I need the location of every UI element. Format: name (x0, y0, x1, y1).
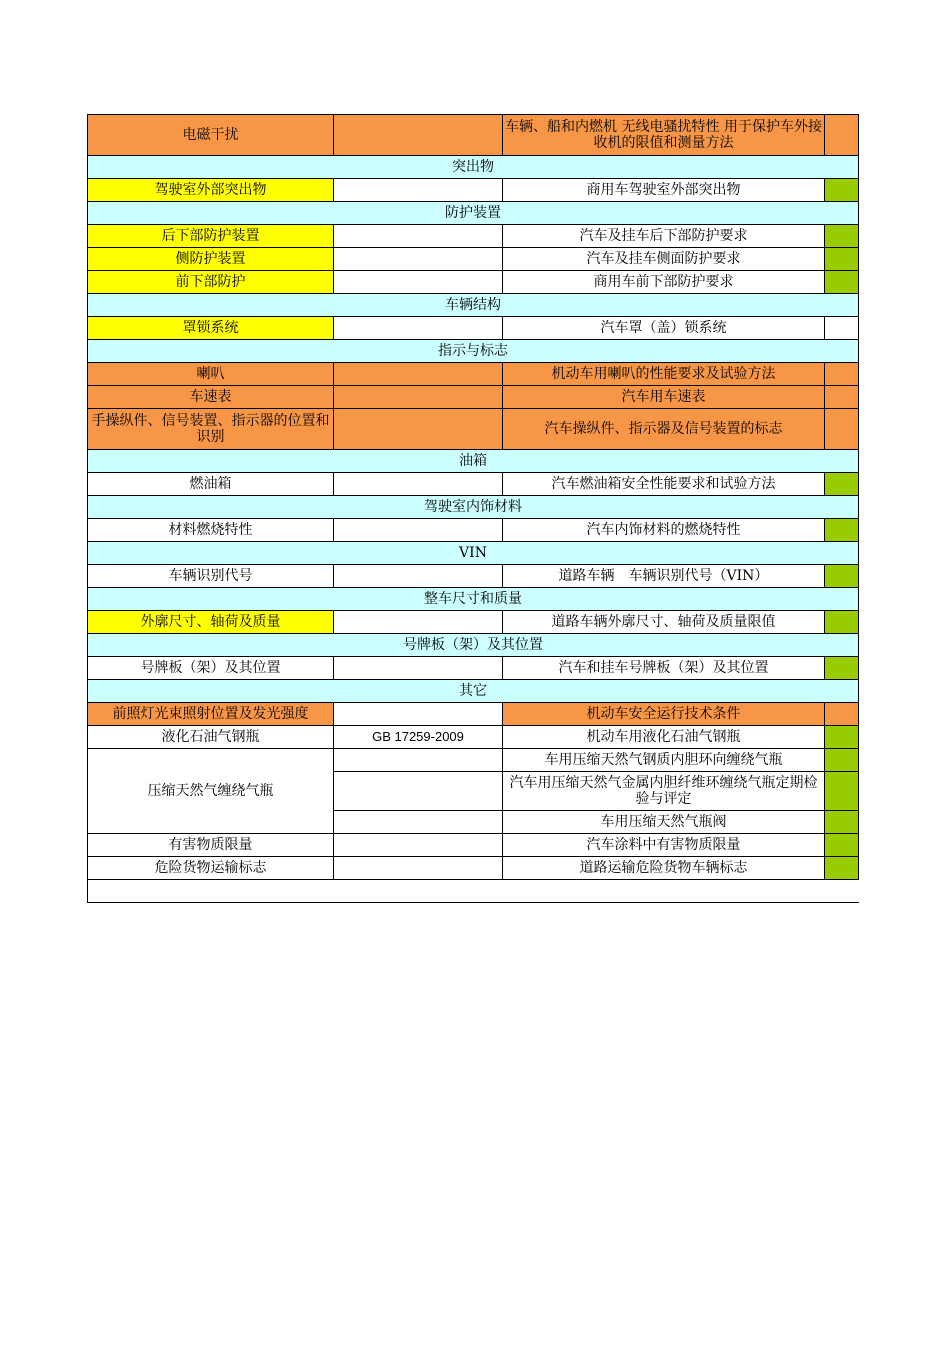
section-header: 指示与标志 (88, 340, 859, 363)
table-row (88, 317, 859, 340)
status-cell[interactable] (825, 726, 859, 749)
section-header: 油箱 (88, 450, 859, 473)
section-row (88, 680, 859, 703)
table-row (88, 857, 859, 880)
standard-cell[interactable] (334, 834, 503, 857)
table-row (88, 386, 859, 409)
table-row (88, 519, 859, 542)
table-row (88, 115, 859, 156)
status-cell[interactable] (825, 473, 859, 496)
status-cell[interactable] (825, 749, 859, 772)
standard-cell[interactable] (334, 115, 503, 156)
section-header: 突出物 (88, 156, 859, 179)
section-header: VIN (88, 542, 859, 565)
title-cell[interactable]: 机动车用喇叭的性能要求及试验方法 (503, 363, 825, 386)
item-cell[interactable]: 电磁干扰 (88, 115, 334, 156)
table-row (88, 565, 859, 588)
section-row (88, 588, 859, 611)
item-cell[interactable]: 车辆识别代号 (88, 565, 334, 588)
item-cell[interactable]: 材料燃烧特性 (88, 519, 334, 542)
title-cell[interactable]: 车用压缩天然气钢质内胆环向缠绕气瓶 (503, 749, 825, 772)
status-cell[interactable] (825, 317, 859, 340)
standard-cell[interactable] (334, 363, 503, 386)
status-cell[interactable] (825, 409, 859, 450)
standard-cell[interactable] (334, 271, 503, 294)
title-cell[interactable]: 汽车内饰材料的燃烧特性 (503, 519, 825, 542)
item-cell[interactable]: 号牌板（架）及其位置 (88, 657, 334, 680)
title-cell[interactable]: 汽车及挂车侧面防护要求 (503, 248, 825, 271)
standard-cell[interactable] (334, 611, 503, 634)
status-cell[interactable] (825, 657, 859, 680)
status-cell[interactable] (825, 248, 859, 271)
table-row (88, 473, 859, 496)
item-cell[interactable]: 液化石油气钢瓶 (88, 726, 334, 749)
title-cell[interactable]: 商用车前下部防护要求 (503, 271, 825, 294)
title-cell[interactable]: 汽车用车速表 (503, 386, 825, 409)
title-cell[interactable]: 道路车辆 车辆识别代号（VIN） (503, 565, 825, 588)
item-cell[interactable]: 侧防护装置 (88, 248, 334, 271)
standard-cell[interactable] (334, 179, 503, 202)
table-row (88, 363, 859, 386)
item-cell[interactable]: 燃油箱 (88, 473, 334, 496)
section-header: 车辆结构 (88, 294, 859, 317)
status-cell[interactable] (825, 363, 859, 386)
section-header: 驾驶室内饰材料 (88, 496, 859, 519)
standards-table (87, 114, 859, 903)
standard-cell[interactable] (334, 317, 503, 340)
section-row (88, 156, 859, 179)
table-row (88, 248, 859, 271)
table-row (88, 834, 859, 857)
item-cell[interactable]: 有害物质限量 (88, 834, 334, 857)
title-cell[interactable]: 汽车罩（盖）锁系统 (503, 317, 825, 340)
status-cell[interactable] (825, 225, 859, 248)
item-cell[interactable]: 驾驶室外部突出物 (88, 179, 334, 202)
section-header: 防护装置 (88, 202, 859, 225)
standard-cell[interactable] (334, 657, 503, 680)
standard-cell[interactable] (334, 703, 503, 726)
standard-cell[interactable] (334, 473, 503, 496)
item-cell[interactable]: 外廓尺寸、轴荷及质量 (88, 611, 334, 634)
standard-cell[interactable] (334, 386, 503, 409)
status-cell[interactable] (825, 857, 859, 880)
table-row (88, 703, 859, 726)
section-row (88, 294, 859, 317)
title-cell[interactable]: 汽车及挂车后下部防护要求 (503, 225, 825, 248)
item-cell[interactable]: 后下部防护装置 (88, 225, 334, 248)
table-row (88, 749, 859, 772)
status-cell[interactable] (825, 386, 859, 409)
section-header: 其它 (88, 680, 859, 703)
status-cell[interactable] (825, 115, 859, 156)
empty-row (88, 880, 859, 903)
title-cell[interactable]: 道路车辆外廓尺寸、轴荷及质量限值 (503, 611, 825, 634)
status-cell[interactable] (825, 271, 859, 294)
item-cell[interactable]: 喇叭 (88, 363, 334, 386)
table-row (88, 271, 859, 294)
section-header: 整车尺寸和质量 (88, 588, 859, 611)
item-cell[interactable]: 压缩天然气缠绕气瓶 (88, 749, 334, 834)
standard-cell[interactable] (334, 857, 503, 880)
section-row (88, 340, 859, 363)
title-cell[interactable]: 汽车操纵件、指示器及信号装置的标志 (503, 409, 825, 450)
item-cell[interactable]: 车速表 (88, 386, 334, 409)
section-row (88, 450, 859, 473)
item-cell[interactable]: 前下部防护 (88, 271, 334, 294)
title-cell[interactable]: 车辆、船和内燃机 无线电骚扰特性 用于保护车外接收机的限值和测量方法 (503, 115, 825, 156)
title-cell[interactable]: 机动车安全运行技术条件 (503, 703, 825, 726)
table-row (88, 179, 859, 202)
status-cell[interactable] (825, 519, 859, 542)
section-row (88, 496, 859, 519)
section-header: 号牌板（架）及其位置 (88, 634, 859, 657)
status-cell[interactable] (825, 565, 859, 588)
section-row (88, 202, 859, 225)
item-cell[interactable]: 罩锁系统 (88, 317, 334, 340)
status-cell[interactable] (825, 703, 859, 726)
table-row (88, 225, 859, 248)
status-cell[interactable] (825, 611, 859, 634)
table-row (88, 611, 859, 634)
table-row (88, 726, 859, 749)
title-cell[interactable]: 车用压缩天然气瓶阀 (503, 811, 825, 834)
section-row (88, 542, 859, 565)
title-cell[interactable]: 机动车用液化石油气钢瓶 (503, 726, 825, 749)
status-cell[interactable] (825, 179, 859, 202)
item-cell[interactable]: 前照灯光束照射位置及发光强度 (88, 703, 334, 726)
standard-cell[interactable] (334, 225, 503, 248)
standard-cell[interactable] (334, 409, 503, 450)
title-cell[interactable]: 汽车涂料中有害物质限量 (503, 834, 825, 857)
empty-cell[interactable] (88, 880, 859, 903)
standard-cell[interactable]: GB 17259-2009 (334, 726, 503, 749)
title-cell[interactable]: 商用车驾驶室外部突出物 (503, 179, 825, 202)
table-row (88, 657, 859, 680)
standard-cell[interactable] (334, 519, 503, 542)
item-cell[interactable]: 危险货物运输标志 (88, 857, 334, 880)
title-cell[interactable]: 汽车用压缩天然气金属内胆纤维环缠绕气瓶定期检验与评定 (503, 772, 825, 811)
title-cell[interactable]: 汽车和挂车号牌板（架）及其位置 (503, 657, 825, 680)
status-cell[interactable] (825, 772, 859, 811)
standard-cell[interactable] (334, 811, 503, 834)
title-cell[interactable]: 汽车燃油箱安全性能要求和试验方法 (503, 473, 825, 496)
standard-cell[interactable] (334, 772, 503, 811)
section-row (88, 634, 859, 657)
standard-cell[interactable] (334, 565, 503, 588)
status-cell[interactable] (825, 834, 859, 857)
title-cell[interactable]: 道路运输危险货物车辆标志 (503, 857, 825, 880)
status-cell[interactable] (825, 811, 859, 834)
table-row (88, 409, 859, 450)
item-cell[interactable]: 手操纵件、信号装置、指示器的位置和识别 (88, 409, 334, 450)
standard-cell[interactable] (334, 749, 503, 772)
standard-cell[interactable] (334, 248, 503, 271)
